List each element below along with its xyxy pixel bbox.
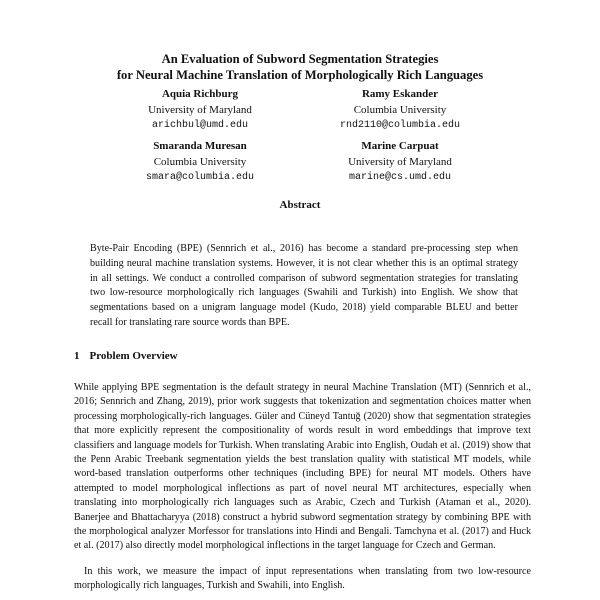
author-name: Marine Carpuat bbox=[361, 140, 439, 152]
paper-title bbox=[0, 51, 600, 83]
author-block bbox=[300, 139, 500, 186]
author-name: Smaranda Muresan bbox=[153, 140, 247, 152]
abstract-heading: Abstract bbox=[279, 199, 321, 211]
title-line-2: for Neural Machine Translation of Morphologically Rich Languages bbox=[116, 68, 484, 82]
author-affiliation: University of Maryland bbox=[148, 103, 252, 116]
abstract-text: Byte-Pair Encoding (BPE) (Sennrich et al., 2016) has become a standard pre-processing step when building neural machine translation systems. However, it is not clear whether this is an optimal strategy in all settings. We conduct a controlled comparison of subword segmentation strategies for translating two low-resource morphologically rich languages (Swahili and Turkish) into English. We show that segmentations based on a unigram language model (Kudo, 2018) yield comparable BLEU and better recall for translating rare source words than BPE. bbox=[90, 243, 518, 328]
author-affiliation: University of Maryland bbox=[348, 155, 452, 168]
section-heading bbox=[74, 350, 178, 362]
author-name: Aquia Richburg bbox=[161, 88, 239, 100]
section-number: 1 bbox=[74, 350, 80, 362]
body-paragraph: While applying BPE segmentation is the default strategy in neural Machine Translation (MT) (Sennrich et al., 2016; Sennrich and Zhang, 2019), prior work suggests that tokenization and segmentation choices matter when processing morphologically-rich languages. Güler and Cüneyd Tantuğ (2020) show that segmentation strategies that more explicitly represent the compositionality of words result in word embeddings that improve text classifiers and language models for Turkish. When translating Arabic into English, Oudah et al. (2019) show that the Penn Arabic Treebank segmentation yields the best translation quality with statistical MT models, while word-based translation outperforms other techniques (including BPE) for neural MT models. Others have attempted to model morphological inflections as part of novel neural MT architectures, especially when translating into morphologically rich languages such as Arabic, Czech and Turkish (Ataman et al., 2020). Banerjee and Bhattacharyya (2018) construct a hybrid subword segmentation strategy by combining BPE with the morphological analyzer Morfessor for translations into Hindi and Bengali. Tamchyna et al. (2017) and Huck et al. (2017) also directly model morphological inflections in the target language for Czech and German. bbox=[74, 382, 531, 552]
author-email: marine@cs.umd.edu bbox=[348, 172, 452, 183]
section-title: Problem Overview bbox=[89, 350, 178, 362]
author-block bbox=[100, 87, 300, 134]
author-email: rnd2110@columbia.edu bbox=[339, 120, 461, 131]
author-block bbox=[100, 139, 300, 186]
author-email: smara@columbia.edu bbox=[145, 172, 255, 183]
author-affiliation: Columbia University bbox=[353, 103, 447, 116]
author-block bbox=[300, 87, 500, 134]
author-affiliation: Columbia University bbox=[153, 155, 247, 168]
author-name: Ramy Eskander bbox=[361, 88, 439, 100]
body-paragraph: In this work, we measure the impact of input representations when translating from two low-resource morphologically rich languages, Turkish and Swahili, into English. bbox=[74, 566, 531, 592]
title-line-1: An Evaluation of Subword Segmentation Strategies bbox=[161, 52, 439, 66]
author-email: arichbul@umd.edu bbox=[151, 120, 248, 131]
